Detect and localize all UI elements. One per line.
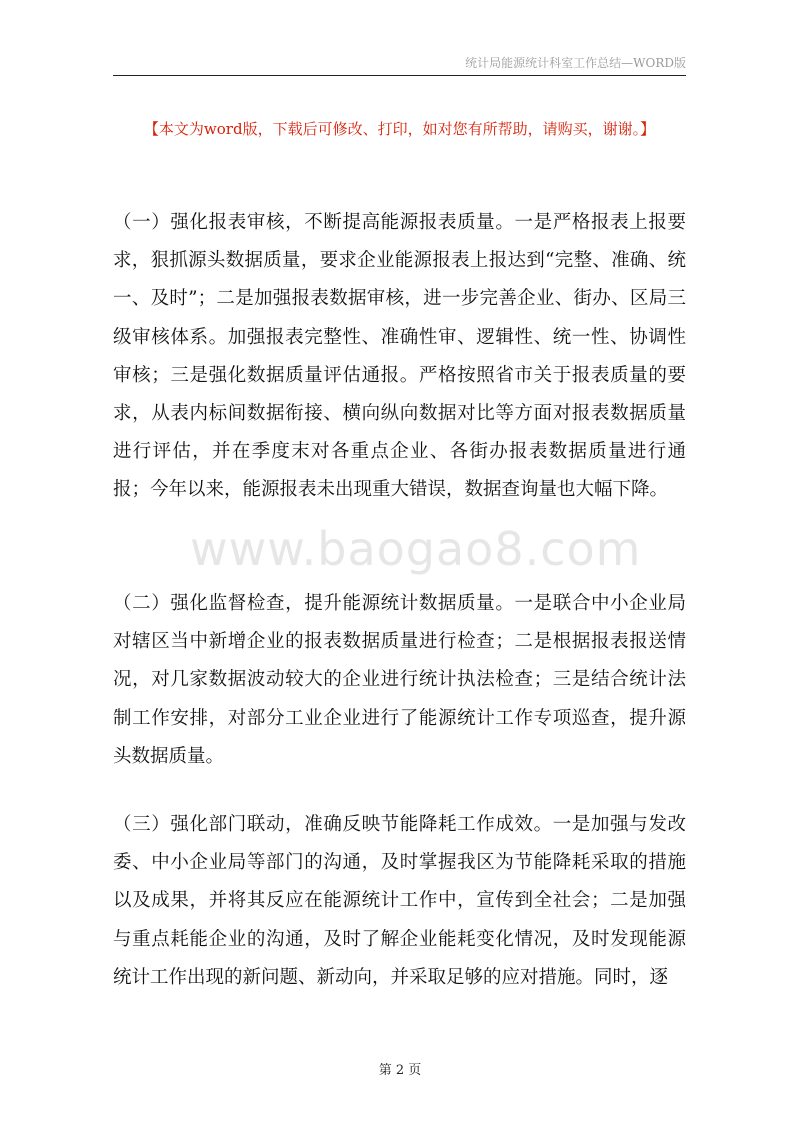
paragraph-1: （一）强化报表审核，不断提高能源报表质量。一是严格报表上报要求，狠抓源头数据质量，要求企业能源报表上报达到“完整、准确、统一、及时”；二是加强报表数据审核，进一步完善企业、街办、区局三级审核体系。加强报表完整性、准确性审、逻辑性、统一性、协调性审核；三是强化数据质量评估通报。严格按照省市关于报表质量的要求，从表内标间数据衔接、横向纵向数据对比等方面对报表数据质量进行评估，并在季度末对各重点企业、各街办报表数据质量进行通报；今年以来，能源报表未出现重大错误，数据查询量也大幅下降。 — [113, 212, 686, 501]
purchase-notice: 【本文为word版，下载后可修改、打印，如对您有所帮助，请购买，谢谢。】 — [143, 120, 656, 138]
paragraph-2: （二）强化监督检查，提升能源统计数据质量。一是联合中小企业局对辖区当中新增企业的报表数据质量进行检查；二是根据报表报送情况，对几家数据波动较大的企业进行统计执法检查；三是结合统计法制工作安排，对部分工业企业进行了能源统计工作专项巡查，提升源头数据质量。 — [113, 593, 686, 767]
watermark: www.baogao8.com — [190, 522, 642, 576]
running-header: 统计局能源统计科室工作总结—WORD版 — [465, 56, 686, 70]
paragraph-3: （三）强化部门联动，准确反映节能降耗工作成效。一是加强与发改委、中小企业局等部门的沟通，及时掌握我区为节能降耗采取的措施以及成果，并将其反应在能源统计工作中，宣传到全社会；二是加强与重点耗能企业的沟通，及时了解企业能耗变化情况，及时发现能源统计工作出现的新问题、新动向，并采取足够的应对措施。同时，逐 — [113, 814, 686, 988]
header-divider — [113, 75, 686, 76]
page-number: 第 2 页 — [378, 1063, 422, 1078]
